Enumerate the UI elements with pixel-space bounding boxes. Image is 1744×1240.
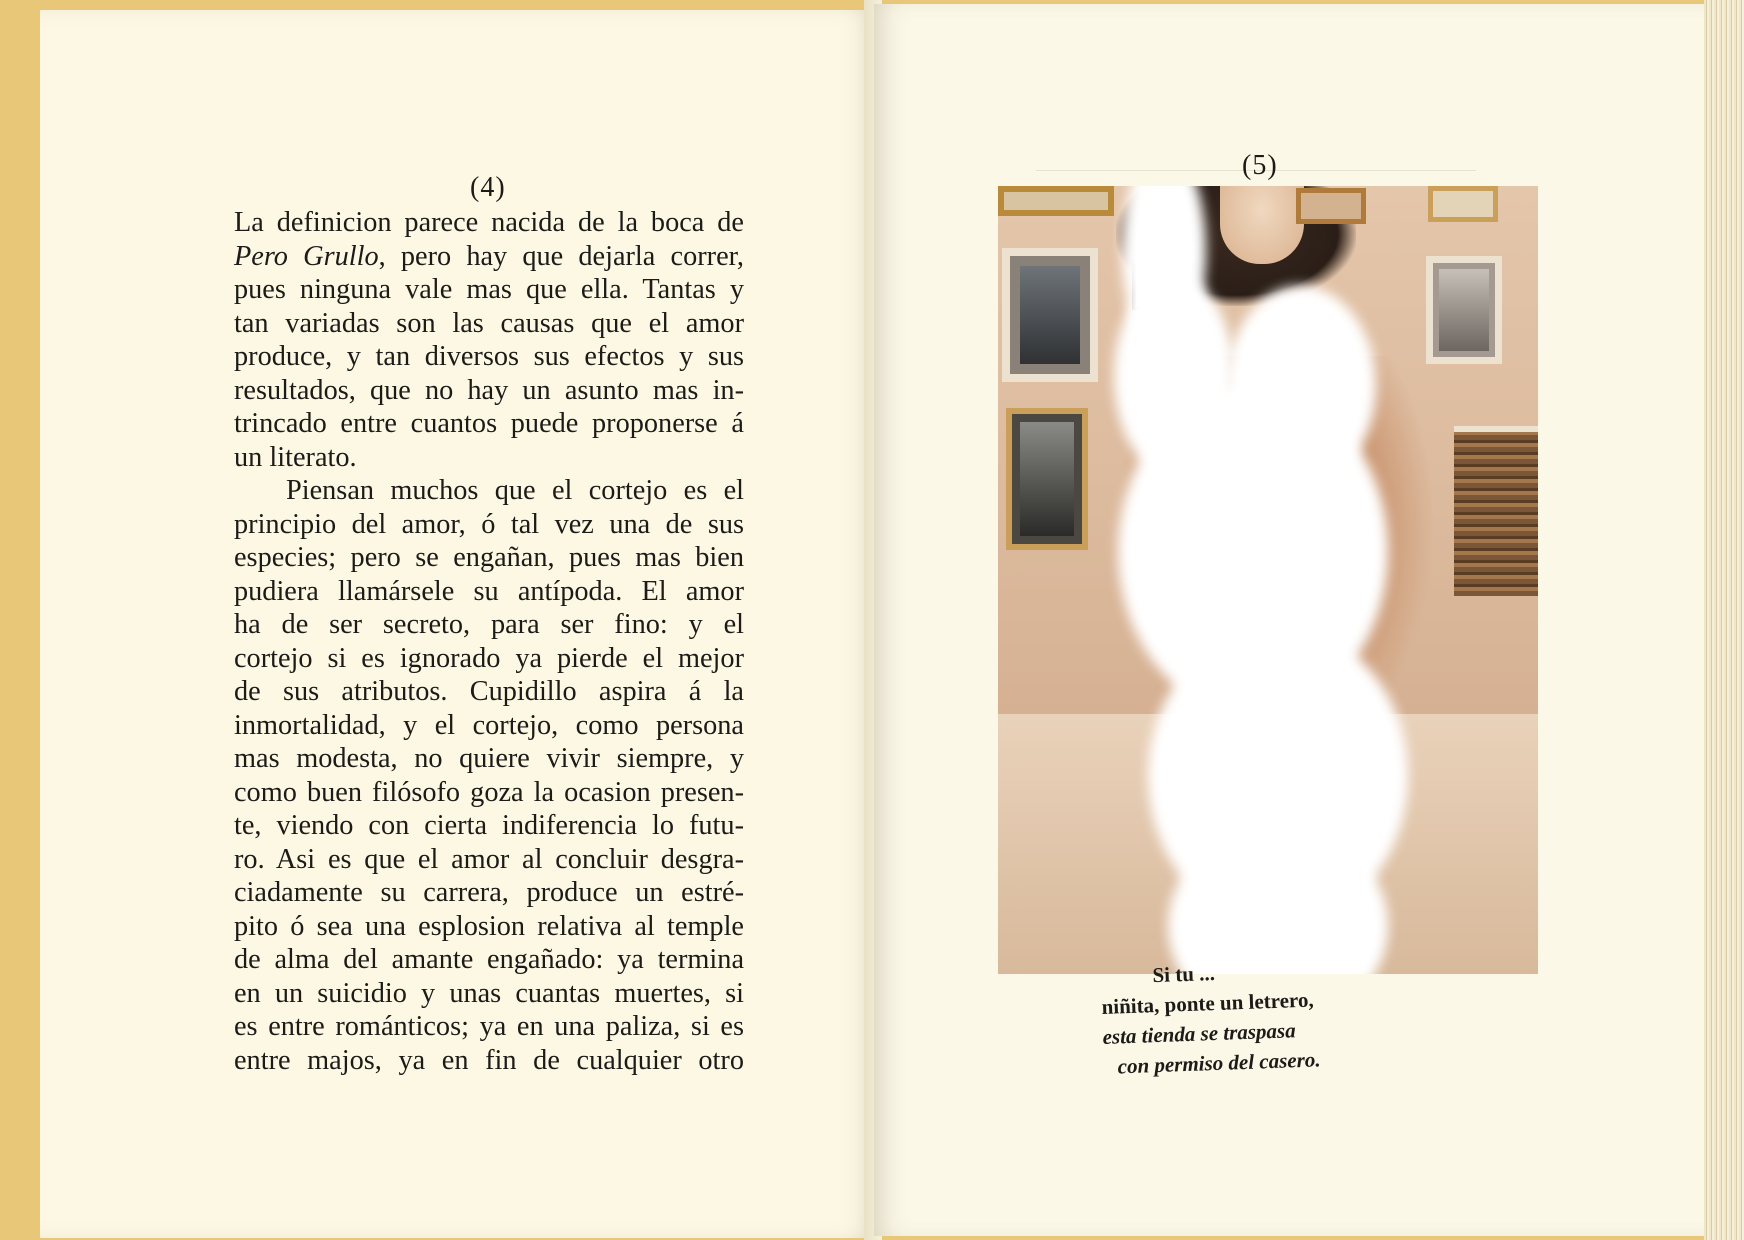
collage-photo	[998, 186, 1538, 974]
text-line: resultados, que no hay un asunto mas in-	[234, 374, 744, 406]
text-line: es entre románticos; ya en una paliza, si es	[234, 1011, 744, 1042]
frame-figure-photo	[1426, 256, 1502, 364]
text-line: en un suicidio y unas cuantas muertes, si	[234, 977, 744, 1009]
caption-line-4: con permiso del casero.	[1117, 1047, 1321, 1079]
photo-caption	[1100, 952, 1404, 1082]
page-edges	[1704, 0, 1744, 1240]
frame-top-left	[998, 186, 1114, 216]
text-line: especies; pero se engañan, pues mas bien	[234, 542, 744, 573]
frame-car-photo	[1002, 248, 1098, 382]
text-line: Piensan muchos que el cortejo es el	[286, 475, 744, 506]
text-line: de alma del amante engañado: ya termina	[234, 944, 744, 975]
frame-books-photo	[1454, 426, 1538, 596]
frame-top-right	[1428, 186, 1498, 222]
text-line: de sus atributos. Cupidillo aspira á la	[234, 676, 744, 707]
caption-line-1: Si tu ...	[1152, 961, 1216, 988]
left-page-body-text	[234, 206, 744, 1077]
page-number-left: (4)	[470, 172, 506, 203]
text-line: pues ninguna vale mas que ella. Tantas y	[234, 274, 744, 305]
text-line: tan variadas son las causas que el amor	[234, 307, 744, 339]
text-line: cortejo si es ignorado ya pierde el mejor	[234, 642, 744, 674]
frame-top-center	[1296, 188, 1366, 224]
text-line: pudiera llamársele su antípoda. El amor	[234, 575, 744, 607]
text-line: entre majos, ya en fin de cualquier otro	[234, 1044, 744, 1076]
caption-line-3: esta tienda se traspasa	[1102, 1018, 1297, 1049]
text-line: te, viendo con cierta indiferencia lo futu-	[234, 810, 744, 841]
text-line: ro. Asi es que el amor al concluir desgra-	[234, 843, 744, 875]
caption-line-2: niñita, ponte un letrero,	[1101, 987, 1315, 1019]
italic-name: Pero Grullo	[234, 240, 379, 272]
page-number-right: (5)	[1242, 150, 1278, 181]
text-line: como buen filósofo goza la ocasion presen-	[234, 776, 744, 808]
text-line: La definicion parece nacida de la boca de	[234, 207, 744, 238]
text-line: ha de ser secreto, para ser fino: y el	[234, 609, 744, 640]
text-line: mas modesta, no quiere vivir siempre, y	[234, 743, 744, 774]
text-line: produce, y tan diversos sus efectos y sus	[234, 341, 744, 372]
text-line: un literato.	[234, 441, 357, 473]
mannequin-face	[1220, 186, 1304, 264]
text-line: ciadamente su carrera, produce un estré-	[234, 877, 744, 908]
text-line: inmortalidad, y el cortejo, como persona	[234, 709, 744, 741]
text-line: trincado entre cuantos puede proponerse á	[234, 408, 744, 439]
text-line: pito ó sea una esplosion relativa al temple	[234, 910, 744, 942]
frame-interior-photo	[1006, 408, 1088, 550]
text-line: Pero Grullo, pero hay que dejarla correr,	[234, 240, 745, 272]
text-line: principio del amor, ó tal vez una de sus	[234, 508, 744, 540]
